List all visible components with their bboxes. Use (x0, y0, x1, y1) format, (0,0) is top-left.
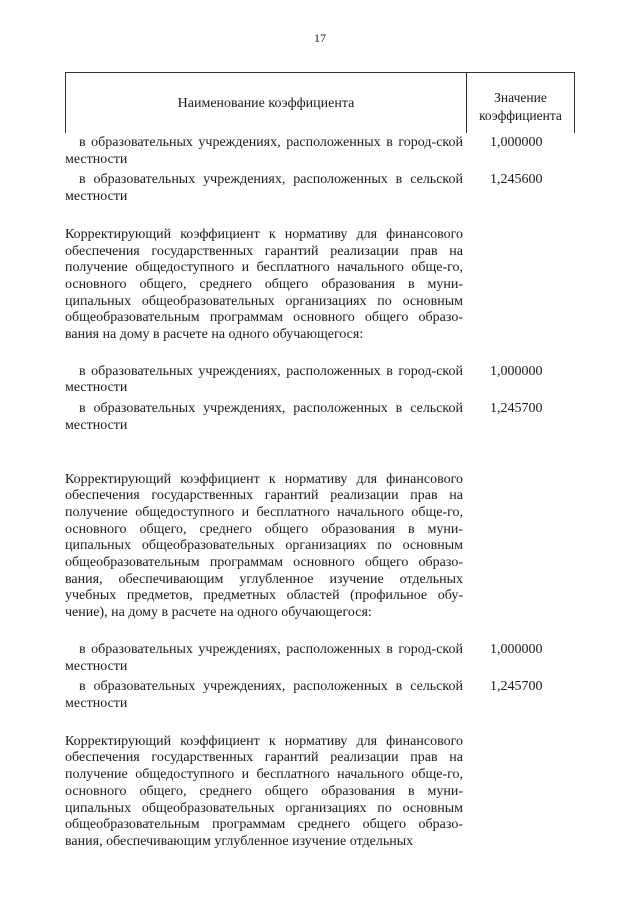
table-header (65, 72, 575, 133)
coefficient-row (65, 135, 573, 168)
coefficient-value: 1,245600 (490, 172, 543, 188)
coefficient-value: 1,000000 (490, 363, 543, 379)
coefficient-value: 1,000000 (490, 135, 543, 150)
header-value-line1: Значение (494, 90, 547, 105)
coefficient-paragraph: Корректирующий коэффициент к нормативу для финансового обеспечения государственных гарантий реализации прав на получение общедоступного и бесплатного начального обще-го, основного общего, среднего общего образования в муни-ципальных общеобразовательных организациях по основным общеобразовательным программам основного общего образо-вания, обеспечивающим углубленное изучение отдельных учебных предметов, предметных областей (профильное обу-чение), на дому в расчете на одного обучающегося: (65, 471, 463, 621)
page-number: 17 (314, 31, 326, 45)
coefficient-paragraph: Корректирующий коэффициент к нормативу для финансового обеспечения государственных гарантий реализации прав на получение общедоступного и бесплатного начального обще-го, основного общего, среднего общего образования в муни-ципальных общеобразовательных организациях по основным общеобразовательным программам среднего общего образо-вания, обеспечивающим углубленное изучение отдельных (65, 733, 463, 849)
coefficient-value: 1,000000 (490, 641, 543, 657)
header-value-line2: коэффициента (479, 108, 562, 123)
header-value-column (467, 89, 574, 125)
coefficient-label: в образовательных учреждениях, расположенных в сельской местности (65, 679, 463, 711)
coefficient-value: 1,245700 (490, 401, 543, 417)
coefficient-row (65, 679, 573, 712)
coefficient-value: 1,245700 (490, 679, 543, 695)
coefficient-row (65, 401, 573, 434)
coefficient-row (65, 172, 573, 205)
coefficient-label: в образовательных учреждениях, расположенных в город-ской местности (65, 641, 463, 674)
coefficient-label: в образовательных учреждениях, расположенных в сельской местности (65, 401, 463, 433)
document-body (65, 135, 573, 851)
coefficient-row (65, 364, 573, 397)
coefficient-label: в образовательных учреждениях, расположенных в город-ской местности (65, 363, 463, 396)
coefficient-label: в образовательных учреждениях, расположенных в город-ской местности (65, 135, 463, 167)
header-name-column: Наименование коэффициента (177, 96, 355, 111)
coefficient-paragraph: Корректирующий коэффициент к нормативу для финансового обеспечения государственных гарантий реализации прав на получение общедоступного и бесплатного начального обще-го, основного общего, среднего общего образования в муни-ципальных общеобразовательных организациях по основным общеобразовательным программам основного общего образо-вания на дому в расчете на одного обучающегося: (65, 226, 463, 343)
coefficient-label: в образовательных учреждениях, расположенных в сельской местности (65, 172, 463, 205)
coefficient-row (65, 642, 573, 675)
